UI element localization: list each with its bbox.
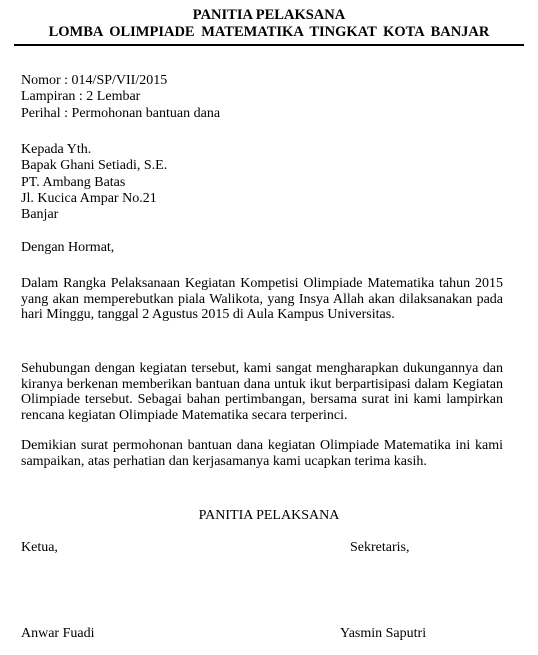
secretary-name: Yasmin Saputri bbox=[340, 626, 427, 641]
recipient-street: Jl. Kucica Ampar No.21 bbox=[21, 191, 157, 206]
perihal-line: Perihal : Permohonan bantuan dana bbox=[21, 106, 221, 121]
nomor-line: Nomor : 014/SP/VII/2015 bbox=[21, 73, 168, 88]
recipient-company: PT. Ambang Batas bbox=[21, 175, 126, 190]
recipient-name: Bapak Ghani Setiadi, S.E. bbox=[21, 158, 168, 173]
salutation: Dengan Hormat, bbox=[21, 240, 115, 255]
letterhead-rule bbox=[14, 44, 524, 46]
letterhead-line-2: LOMBA OLIMPIADE MATEMATIKA TINGKAT KOTA BANJAR bbox=[48, 24, 490, 40]
recipient-greeting: Kepada Yth. bbox=[21, 142, 92, 157]
lampiran-line: Lampiran : 2 Lembar bbox=[21, 89, 141, 104]
closing-committee: PANITIA PELAKSANA bbox=[198, 508, 340, 523]
recipient-city: Banjar bbox=[21, 207, 59, 222]
secretary-role: Sekretaris, bbox=[350, 540, 410, 555]
paragraph-3: Demikian surat permohonan bantuan dana kegiatan Olimpiade Matematika ini kami sampaikan, atas perhatian dan kerjasamanya kami ucapkan terima kasih. bbox=[21, 438, 503, 469]
chairman-role: Ketua, bbox=[21, 540, 58, 555]
paragraph-1: Dalam Rangka Pelaksanaan Kegiatan Kompetisi Olimpiade Matematika tahun 2015 yang akan memperebutkan piala Walikota, yang Insya Allah akan dilaksanakan pada hari Minggu, tanggal 2 Agustus 2015 di Aula Kampus Universitas. bbox=[21, 276, 503, 322]
chairman-name: Anwar Fuadi bbox=[21, 626, 95, 641]
paragraph-2: Sehubungan dengan kegiatan tersebut, kami sangat mengharapkan dukungannya dan kiranya berkenan memberikan bantuan dana untuk ikut berpartisipasi dalam Kegiatan Olimpiade tersebut. Sebagai bahan pertimbangan, bersama surat ini kami lampirkan rencana kegiatan Olimpiade Matematika secara terperinci. bbox=[21, 361, 503, 423]
letterhead-line-1: PANITIA PELAKSANA bbox=[192, 7, 346, 23]
